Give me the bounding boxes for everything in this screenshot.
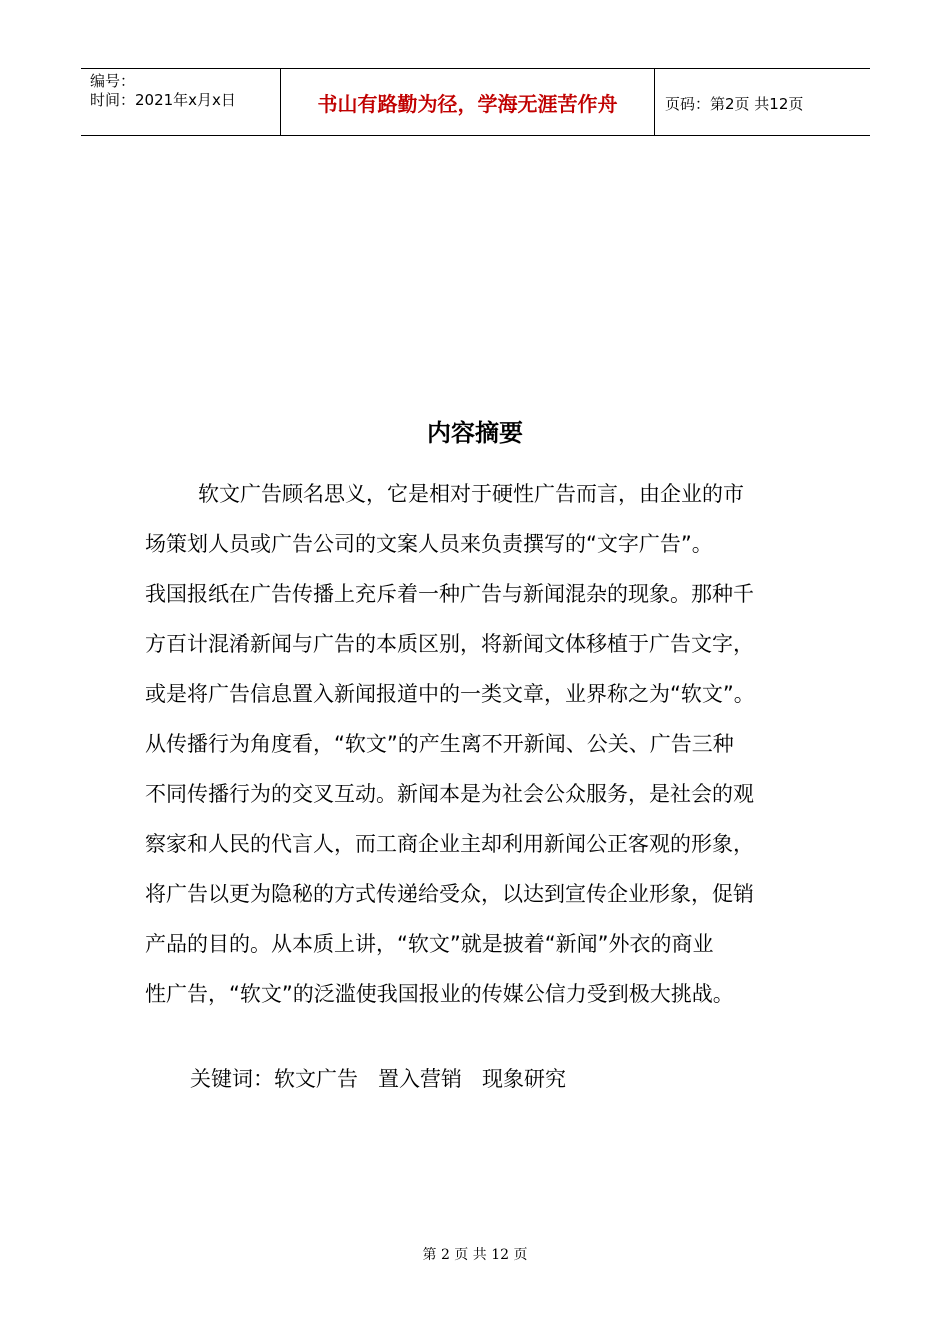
header-motto: 书山有路勤为径，学海无涯苦作舟 xyxy=(317,92,618,116)
page-footer: 第 2 页 共 12 页 xyxy=(422,1247,528,1263)
header-meta-cell xyxy=(81,69,281,135)
abstract-line: 产品的目的。从本质上讲，“软文”就是披着“新闻”外衣的商业 xyxy=(145,932,714,956)
header-page-cell xyxy=(655,69,870,135)
date-label: 时间：2021年x月x日 xyxy=(90,91,236,109)
section-title: 内容摘要 xyxy=(427,419,523,447)
abstract-line: 从传播行为角度看，“软文”的产生离不开新闻、公关、广告三种 xyxy=(145,732,734,756)
abstract-line: 软文广告顾名思义，它是相对于硬性广告而言，由企业的市 xyxy=(198,482,744,506)
header-page-info: 页码：第2页 共12页 xyxy=(665,95,804,113)
keywords-line: 关键词：软文广告 置入营销 现象研究 xyxy=(190,1067,567,1091)
abstract-line: 性广告，“软文”的泛滥使我国报业的传媒公信力受到极大挑战。 xyxy=(145,982,734,1006)
abstract-body xyxy=(145,469,825,1019)
abstract-line: 场策划人员或广告公司的文案人员来负责撰写的“文字广告”。 xyxy=(145,532,713,556)
abstract-line: 将广告以更为隐秘的方式传递给受众，以达到宣传企业形象，促销 xyxy=(145,882,754,906)
serial-number-label: 编号： xyxy=(90,72,136,90)
abstract-line: 察家和人民的代言人，而工商企业主却利用新闻公正客观的形象， xyxy=(145,832,754,856)
header-motto-cell xyxy=(281,69,655,135)
document-header xyxy=(81,68,870,136)
abstract-line: 或是将广告信息置入新闻报道中的一类文章，业界称之为“软文”。 xyxy=(145,682,755,706)
abstract-line: 不同传播行为的交叉互动。新闻本是为社会公众服务，是社会的观 xyxy=(145,782,754,806)
abstract-line: 方百计混淆新闻与广告的本质区别，将新闻文体移植于广告文字， xyxy=(145,632,754,656)
abstract-line: 我国报纸在广告传播上充斥着一种广告与新闻混杂的现象。那种千 xyxy=(145,582,754,606)
